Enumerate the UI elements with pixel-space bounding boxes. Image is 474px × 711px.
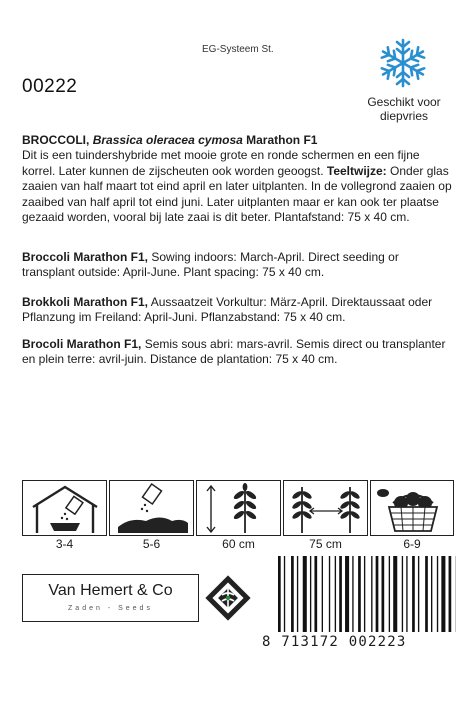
row-spacing-icon [283, 480, 368, 536]
barcode-bar [376, 556, 379, 632]
german-description [22, 295, 454, 326]
french-name: Brocoli Marathon F1, [22, 337, 142, 351]
barcode-bar [314, 556, 317, 632]
barcode-bar [310, 556, 311, 632]
english-name: Broccoli Marathon F1, [22, 250, 149, 264]
barcode-number [262, 634, 462, 650]
vhc-logo-icon [205, 575, 251, 621]
plant-height-icon [196, 480, 281, 536]
barcode-bar [352, 556, 353, 632]
barcode-bar [418, 556, 419, 632]
barcode-bar [412, 556, 415, 632]
barcode-bar [358, 556, 361, 632]
cultivation-icons [22, 480, 454, 550]
barcode-bar [322, 556, 323, 632]
cultivation-label: Teeltwijze: [326, 163, 387, 178]
german-name: Brokkoli Marathon F1, [22, 295, 149, 309]
plant-height-value: 60 cm [222, 537, 255, 551]
sowing-indoors-months: 3-4 [55, 537, 74, 551]
freezer-label-line2: diepvries [379, 109, 429, 123]
barcode-bar [278, 556, 281, 632]
freezer-label [354, 95, 454, 123]
barcode-first-digit: 8 [262, 634, 272, 650]
barcode-bar [303, 556, 307, 632]
harvest-basket-icon [370, 480, 454, 536]
barcode-bar [364, 556, 365, 632]
dutch-description [22, 133, 454, 225]
barcode-bar [393, 556, 397, 632]
barcode-bar [297, 556, 298, 632]
dutch-body-2: Onder glas zaaien van half maart tot eind april en later uitplanten. In de vollegrond zaaien op zaaibed van half april tot eind juni. Later uitplanten maar er kan ook ter plaatse gezaaid worden, vooral bij late zaai is dit beter. Plantafstand: 75 x 40 cm. [22, 163, 452, 225]
dutch-title: BROCCOLI, [22, 133, 90, 147]
barcode-bar [431, 556, 432, 632]
barcode-bar [329, 556, 330, 632]
barcode-bar [382, 556, 385, 632]
german-body: Aussaatzeit Vorkultur: März-April. Direktaussaat oder Pflanzung im Freiland: April-Juni. Pflanzabstand: 75 x 40 cm. [22, 295, 433, 325]
brand-box [22, 574, 199, 622]
row-spacing-value: 75 cm [309, 537, 342, 551]
barcode-bar [449, 556, 452, 632]
barcode-bar [437, 556, 438, 632]
barcode-bar [402, 556, 403, 632]
barcode-bar [371, 556, 372, 632]
harvest-months: 6-9 [403, 537, 421, 551]
brand-name: Van Hemert & Co [48, 582, 173, 599]
sowing-indoors-icon [22, 480, 107, 536]
sowing-outdoors-months: 5-6 [142, 537, 161, 551]
freezer-label-line1: Geschikt voor [367, 95, 441, 109]
barcode-left-group: 713172 [281, 634, 340, 650]
barcode-bar [284, 556, 285, 632]
barcode-right-group: 002223 [348, 634, 407, 650]
brand-subtitle: Zaden - Seeds [68, 605, 153, 612]
sowing-outdoors-icon [109, 480, 194, 536]
barcode-bar [425, 556, 428, 632]
barcode-bar [339, 556, 342, 632]
eg-system-label: EG-Systeem St. [202, 44, 274, 55]
dutch-body-1: Dit is een tuindershybride met mooie grote en ronde schermen en een fijne korrel. Later kunnen de zijscheuten ook worden geoogst. [22, 148, 420, 178]
english-body: Sowing indoors: March-April. Direct seeding or transplant outside: April-June. Plant spacing: 75 x 40 cm. [22, 250, 399, 280]
barcode-bar [406, 556, 407, 632]
english-description [22, 250, 454, 281]
french-description [22, 337, 454, 368]
barcode-bar [335, 556, 336, 632]
barcode [276, 556, 456, 632]
french-body: Semis sous abri: mars-avril. Semis direct ou transplanter en plein terre: avril-juin. Distance de plantation: 75 x 40 cm. [22, 337, 446, 367]
latin-name: Brassica oleracea cymosa [92, 133, 243, 147]
barcode-bar [389, 556, 390, 632]
product-code: 00222 [22, 76, 78, 97]
snowflake-icon [377, 37, 429, 89]
barcode-bar [291, 556, 294, 632]
variety-name: Marathon F1 [246, 133, 318, 147]
barcode-bar [441, 556, 445, 632]
barcode-bar [345, 556, 349, 632]
